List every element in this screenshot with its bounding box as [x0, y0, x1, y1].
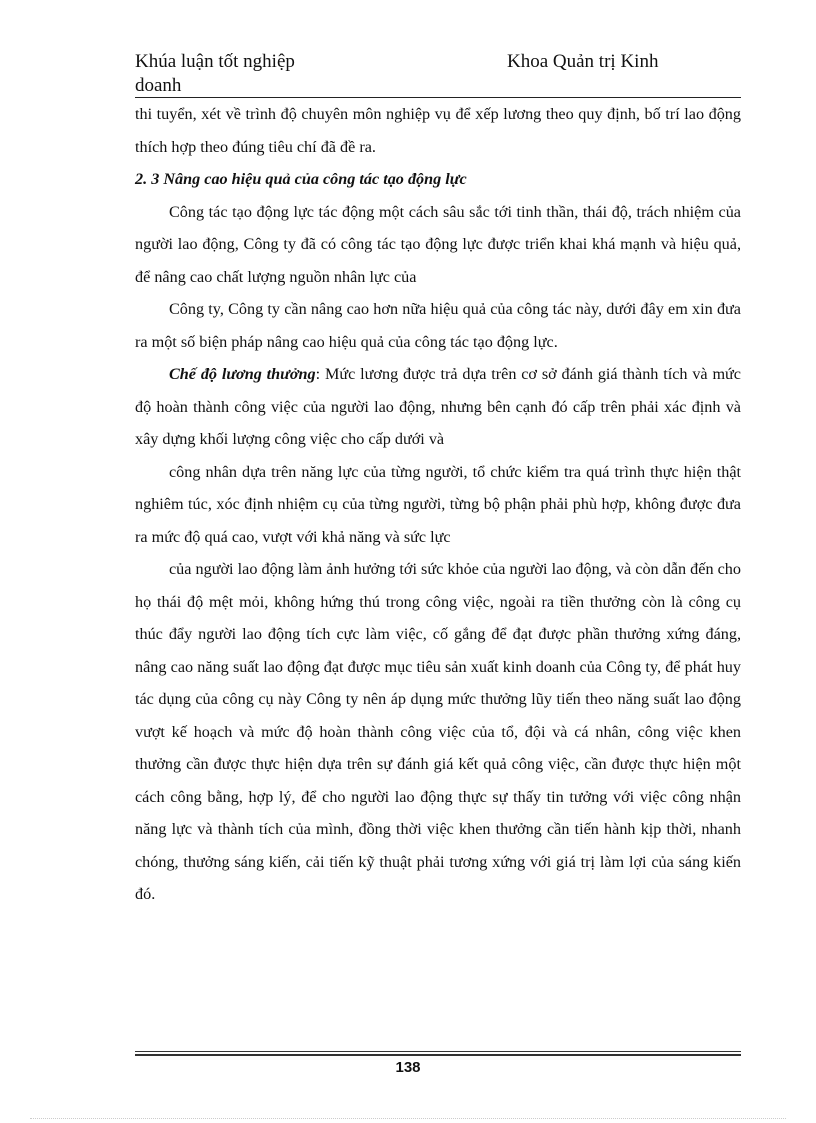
footer-divider-thick: [135, 1054, 741, 1056]
paragraph-6: của người lao động làm ảnh hưởng tới sức khỏe của người lao động, và còn dẫn đến cho họ thái độ mệt mỏi, không hứng thú trong công việc, ngoài ra tiền thưởng còn là công cụ thúc đẩy người lao động tích cực làm việc, cố gắng để đạt được phần thưởng xứng đáng, nâng cao năng suất lao động đạt được mục tiêu sản xuất kinh doanh của Công ty, để phát huy tác dụng của công cụ này Công ty nên áp dụng mức thưởng lũy tiến theo năng suất lao động vượt kế hoạch và mức độ hoàn thành công việc của tổ, đội và cá nhân, công việc khen thưởng cần được thực hiện dựa trên sự đánh giá kết quả công việc, cần được thực hiện một cách công bằng, hợp lý, để cho người lao động thực sự thấy tin tưởng với việc công nhận năng lực và thành tích của mình, đồng thời việc khen thưởng cần tiến hành kịp thời, nhanh chóng, thưởng sáng kiến, cải tiến kỹ thuật phải tương xứng với giá trị làm lợi của sáng kiến đó.: [135, 560, 741, 903]
header-left: [135, 50, 295, 98]
paragraph-4-text: : Mức lương được trả dựa trên cơ sở đánh giá thành tích và mức độ hoàn thành công việc của người lao động, nhưng bên cạnh đó cấp trên phải xác định và xây dựng khối lượng công việc cho cấp dưới và: [135, 365, 741, 448]
header-left-line2: doanh: [135, 75, 182, 96]
paragraph-5: công nhân dựa trên năng lực của từng người, tổ chức kiểm tra quá trình thực hiện thật nghiêm túc, xóc định nhiệm cụ của từng người, từng bộ phận phải phù hợp, không được đưa ra mức độ quá cao, vượt với khả năng và sức lực: [135, 462, 741, 546]
header-left-line1: Khúa luận tốt nghiệp: [135, 51, 295, 72]
paragraph-4-label: Chế độ lương thưởng: [169, 365, 316, 383]
page-bottom-edge: [30, 1118, 786, 1119]
page-body: [135, 98, 741, 911]
header-right: Khoa Quản trị Kinh: [507, 51, 659, 72]
page-number: 138: [395, 1059, 421, 1076]
footer-divider-thin: [135, 1051, 741, 1052]
paragraph-4: [135, 358, 741, 456]
paragraph-2: Công tác tạo động lực tác động một cách sâu sắc tới tinh thần, thái độ, trách nhiệm của người lao động, Công ty đã có công tác tạo động lực được triển khai khá mạnh và hiệu quả, để nâng cao chất lượng nguồn nhân lực của: [135, 202, 741, 286]
section-heading: 2. 3 Nâng cao hiệu quả của công tác tạo động lực: [135, 170, 467, 188]
paragraph-3: Công ty, Công ty cần nâng cao hơn nữa hiệu quả của công tác này, dưới đây em xin đưa ra một số biện pháp nâng cao hiệu quả của công tác tạo động lực.: [135, 300, 741, 351]
paragraph-1: thi tuyển, xét về trình độ chuyên môn nghiệp vụ để xếp lương theo quy định, bố trí lao động thích hợp theo đúng tiêu chí đã đề ra.: [135, 105, 741, 156]
